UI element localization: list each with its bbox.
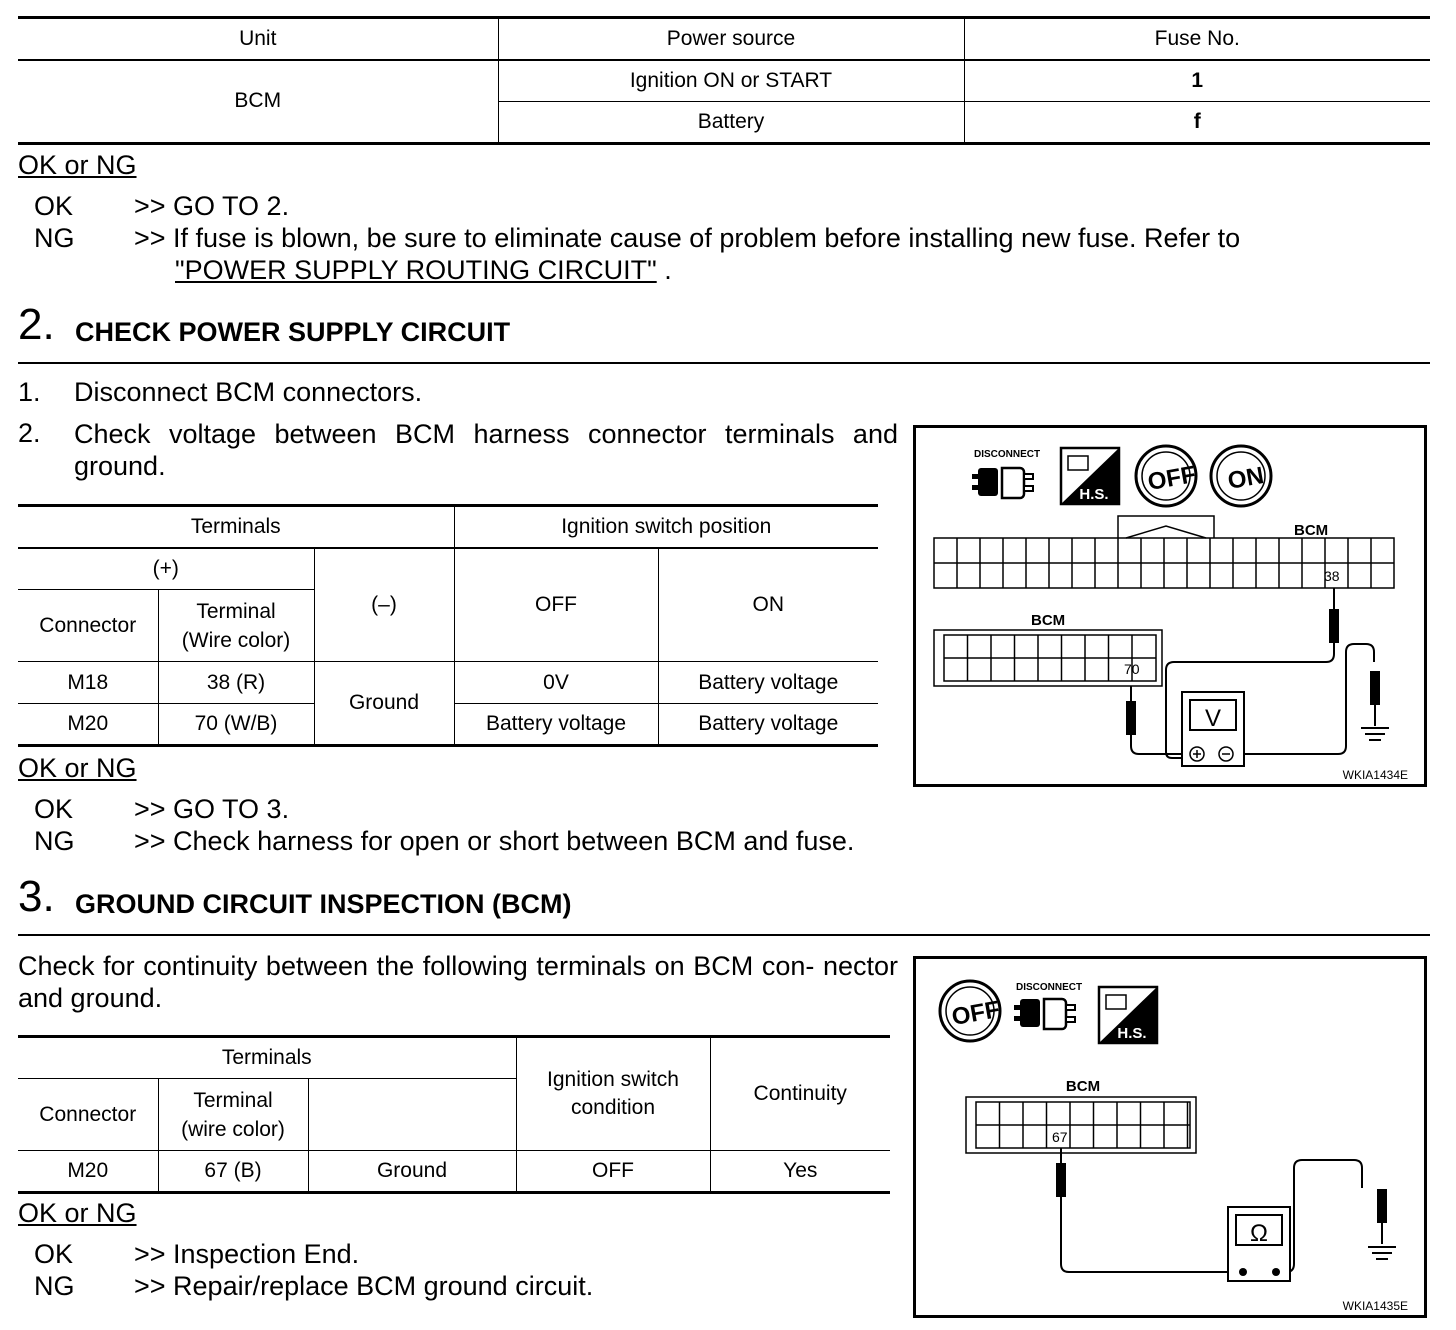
cell-on: Battery voltage (658, 704, 878, 746)
header-terminal (158, 1079, 308, 1151)
ng-label: NG (34, 1271, 75, 1301)
section-title: CHECK POWER SUPPLY CIRCUIT (75, 317, 511, 347)
bcm-connector-label: BCM (1031, 612, 1066, 629)
ok-label: OK (34, 191, 74, 221)
result-heading: OK or NG (18, 1198, 137, 1228)
header-blank (308, 1079, 516, 1151)
figure-code: WKIA1434E (1342, 768, 1408, 782)
ohmmeter-icon (1228, 1207, 1290, 1281)
ok-action: >> GO TO 2. (134, 191, 290, 221)
header-ignition-line2: condition (570, 1096, 656, 1119)
step-number: 2. (18, 418, 41, 448)
off-label: OFF (1145, 461, 1198, 496)
cell-continuity: Yes (710, 1151, 890, 1193)
cell-ground: Ground (308, 1151, 516, 1193)
header-plus: (+) (18, 548, 314, 590)
ng-tail: . (664, 255, 672, 285)
hs-label: H.S. (1079, 486, 1109, 503)
section-divider (18, 934, 1430, 936)
header-ignition-switch-condition (516, 1037, 710, 1151)
section-title: GROUND CIRCUIT INSPECTION (BCM) (75, 889, 572, 919)
result-ng-row (34, 826, 934, 858)
header-terminals: Terminals (18, 506, 454, 548)
ng-label: NG (34, 826, 75, 856)
step-number: 1. (18, 377, 41, 407)
cell-on: Battery voltage (658, 662, 878, 704)
result-ng-row (34, 1271, 934, 1303)
result-ok-row (34, 191, 1434, 223)
continuity-check-diagram-drawing (916, 959, 1424, 1315)
off-key-icon (940, 981, 1002, 1041)
cell-condition: OFF (516, 1151, 710, 1193)
fuse-table-fuse-no: 1 (964, 60, 1430, 102)
voltmeter-icon (1182, 692, 1244, 766)
hs-label: H.S. (1117, 1025, 1147, 1042)
ground-icon (1361, 728, 1389, 740)
ok-action: >> GO TO 3. (134, 794, 290, 824)
bcm-connector-label: BCM (1065, 1078, 1101, 1095)
header-continuity: Continuity (710, 1037, 890, 1151)
result-ok-row (34, 1239, 934, 1271)
section-number: 3. (18, 872, 55, 921)
terminal-70-label: 70 (1124, 661, 1140, 677)
header-terminal (158, 590, 314, 662)
header-terminal-line2: (wire color) (181, 1117, 285, 1141)
disconnect-label: DISCONNECT (974, 449, 1041, 460)
fuse-table-power-source: Ignition ON or START (498, 60, 964, 102)
disconnect-icon (972, 468, 1033, 498)
step-2 (18, 418, 898, 481)
section-number: 2. (18, 300, 55, 349)
voltage-check-diagram (913, 425, 1427, 787)
cell-connector: M20 (18, 704, 158, 746)
disconnect-label: DISCONNECT (1016, 982, 1083, 993)
result-heading: OK or NG (18, 150, 137, 180)
cell-off: 0V (454, 662, 658, 704)
cell-terminal: 70 (W/B) (158, 704, 314, 746)
header-off: OFF (454, 548, 658, 662)
step-text: Disconnect BCM connectors. (74, 377, 423, 407)
step-1 (18, 377, 898, 408)
fuse-table-header-fuse-no: Fuse No. (964, 18, 1430, 60)
terminal-67-label: 67 (1052, 1129, 1068, 1145)
meter-label: Ω (1250, 1220, 1268, 1247)
header-connector: Connector (18, 1079, 158, 1151)
voltage-table (18, 504, 878, 747)
test-leads (1057, 1148, 1386, 1272)
on-label: ON (1225, 462, 1266, 495)
cell-off: Battery voltage (454, 704, 658, 746)
result-heading: OK or NG (18, 753, 137, 783)
bcm-connector-left (934, 630, 1162, 686)
cell-connector: M20 (18, 1151, 158, 1193)
hs-icon (1099, 987, 1157, 1043)
result-ng-row (34, 223, 1434, 289)
step-text: Check voltage between BCM harness connector terminals and ground. (74, 419, 898, 481)
ok-label: OK (34, 794, 74, 824)
header-ignition-line1: Ignition switch (547, 1068, 679, 1091)
section-divider (18, 362, 1430, 364)
ng-action: >> Repair/replace BCM ground circuit. (134, 1271, 594, 1301)
bcm-connector (966, 1097, 1196, 1153)
cell-terminal: 38 (R) (158, 662, 314, 704)
bcm-connector-label: BCM (1294, 522, 1329, 539)
continuity-table (18, 1035, 890, 1194)
result-ok-row (34, 794, 934, 826)
header-terminal-line1: Terminal (196, 599, 276, 623)
continuity-check-diagram (913, 956, 1427, 1318)
fuse-table-header-power-source: Power source (498, 18, 964, 60)
hs-icon (1061, 448, 1119, 504)
ng-action: >> Check harness for open or short between BCM and fuse. (134, 826, 855, 856)
ok-label: OK (34, 1239, 74, 1269)
ground-icon (1368, 1247, 1396, 1259)
cell-connector: M18 (18, 662, 158, 704)
fuse-table-unit: BCM (18, 60, 498, 144)
voltage-check-diagram-drawing (916, 428, 1424, 784)
off-label: OFF (949, 996, 1002, 1031)
on-key-icon (1211, 446, 1271, 506)
header-minus: (–) (314, 548, 454, 662)
ng-action: >> If fuse is blown, be sure to eliminate cause of problem before installing new fuse. Refer to (134, 223, 1241, 253)
ok-action: >> Inspection End. (134, 1239, 360, 1269)
header-ignition-switch-position: Ignition switch position (454, 506, 878, 548)
test-leads (1127, 588, 1379, 758)
cell-terminal: 67 (B) (158, 1151, 308, 1193)
fuse-table-header-unit: Unit (18, 18, 498, 60)
disconnect-icon (1014, 999, 1075, 1029)
header-terminal-line1: Terminal (193, 1088, 273, 1112)
header-terminals: Terminals (18, 1037, 516, 1079)
fuse-table-fuse-no: f (964, 102, 1430, 144)
power-supply-routing-link[interactable]: "POWER SUPPLY ROUTING CIRCUIT" (175, 255, 657, 285)
ng-label: NG (34, 223, 75, 253)
cell-ground: Ground (314, 662, 454, 746)
figure-code: WKIA1435E (1342, 1299, 1408, 1313)
fuse-table-power-source: Battery (498, 102, 964, 144)
off-key-icon (1136, 446, 1198, 506)
header-connector: Connector (18, 590, 158, 662)
header-on: ON (658, 548, 878, 662)
meter-label: V (1204, 705, 1222, 732)
terminal-38-label: 38 (1324, 568, 1340, 584)
fuse-table (18, 16, 1430, 145)
header-terminal-line2: (Wire color) (181, 628, 291, 652)
section-intro: Check for continuity between the following terminals on BCM con- nector and ground. (18, 951, 898, 1013)
